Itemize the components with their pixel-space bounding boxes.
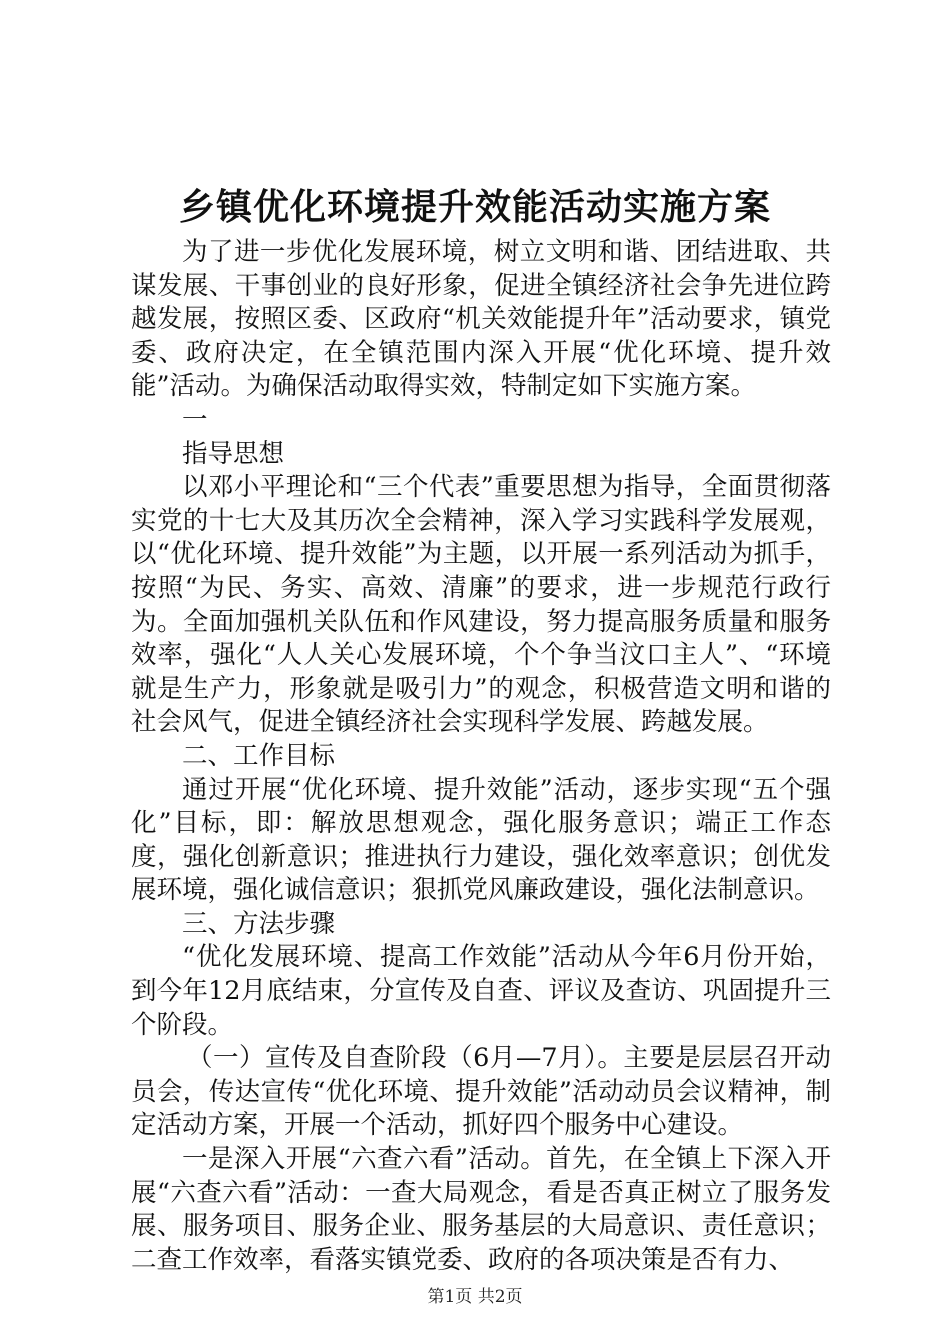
six-checks-paragraph: 一是深入开展“六查六看”活动。首先，在全镇上下深入开展“六查六看”活动：一查大局观念，看是否真正树立了服务发展、服务项目、服务企业、服务基层的大局意识、责任意识；二查工作效率，看落实镇党委、政府的各项决策是否有力、 xyxy=(131,1144,831,1275)
guiding-thought-paragraph: 以邓小平理论和“三个代表”重要思想为指导，全面贯彻落实党的十七大及其历次全会精神，深入学习实践科学发展观，以“优化环境、提升效能”为主题，以开展一系列活动为抓手，按照“为民、务实、高效、清廉”的要求，进一步规范行政行为。全面加强机关队伍和作风建设，努力提高服务质量和服务效率，强化“人人关心发展环境，个个争当汶口主人”、“环境就是生产力，形象就是吸引力”的观念，积极营造文明和谐的社会风气，促进全镇经济社会实现科学发展、跨越发展。 xyxy=(131,472,831,738)
page-footer: 第1页 共2页 xyxy=(427,1287,523,1307)
section-heading-guiding-thought: 指导思想 xyxy=(182,438,285,469)
document-body xyxy=(131,236,831,1277)
stage-one-paragraph: （一）宣传及自查阶段（6月—7月）。主要是层层召开动员会，传达宣传“优化环境、提升效能”活动动员会议精神，制定活动方案，开展一个活动，抓好四个服务中心建设。 xyxy=(131,1043,831,1141)
method-steps-paragraph: “优化发展环境、提高工作效能”活动从今年6月份开始，到今年12月底结束，分宣传及自查、评议及查访、巩固提升三个阶段。 xyxy=(131,942,831,1040)
section-number-one: 一 xyxy=(182,404,208,435)
section-heading-work-goals: 二、工作目标 xyxy=(182,740,336,771)
document-title: 乡镇优化环境提升效能活动实施方案 xyxy=(178,186,771,228)
intro-paragraph: 为了进一步优化发展环境，树立文明和谐、团结进取、共谋发展、干事创业的良好形象，促进全镇经济社会争先进位跨越发展，按照区委、区政府“机关效能提升年”活动要求，镇党委、政府决定，在全镇范围内深入开展“优化环境、提升效能”活动。为确保活动取得实效，特制定如下实施方案。 xyxy=(131,237,831,402)
section-heading-method-steps: 三、方法步骤 xyxy=(182,908,336,939)
work-goals-paragraph: 通过开展“优化环境、提升效能”活动，逐步实现“五个强化”目标，即：解放思想观念，强化服务意识；端正工作态度，强化创新意识；推进执行力建设，强化效率意识；创优发展环境，强化诚信意识；狠抓党风廉政建设，强化法制意识。 xyxy=(131,774,831,906)
